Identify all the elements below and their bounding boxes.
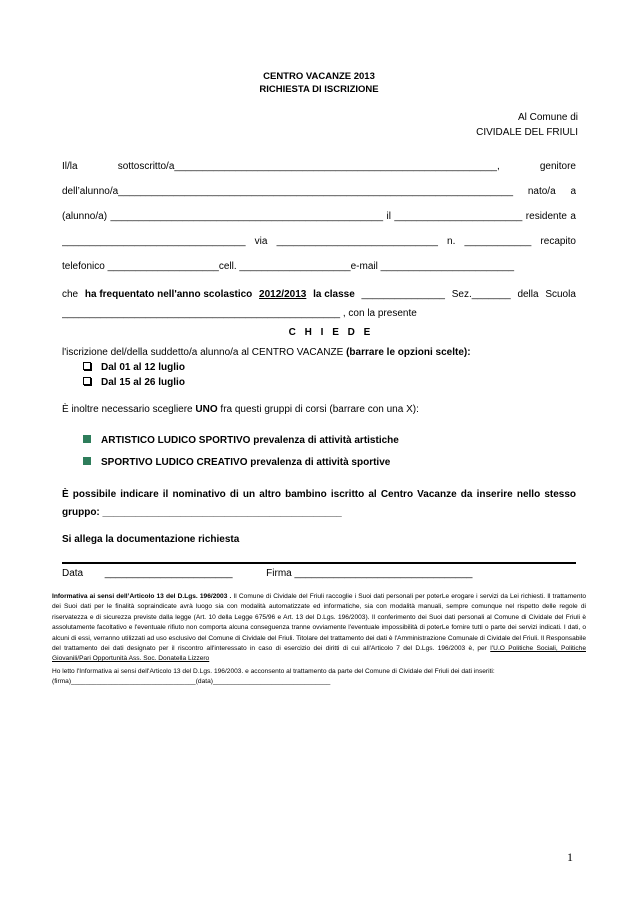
label-recapito: recapito: [540, 236, 576, 247]
square-bullet-icon[interactable]: [83, 435, 91, 443]
page-number: 1: [567, 850, 573, 864]
privacy-responsible-link: l’U.O Politiche Sociali, Politiche Giovanili/Pari Opportunità Ass. Soc. Donatella Lizzero: [52, 645, 586, 663]
option-period-1[interactable]: Dal 01 al 12 luglio: [83, 361, 185, 375]
label-alunno: (alunno/a): [62, 211, 108, 222]
divider-rule: [62, 562, 576, 564]
field-contacts[interactable]: telefonico ____________________cell. ____________________e-mail ________________________: [62, 261, 515, 272]
label-residente: residente: [525, 211, 567, 222]
field-sezione[interactable]: Sez._______: [451, 289, 511, 300]
nominativo-line-1: È possibile indicare il nominativo di un altro bambino iscritto al Centro Vacanze da inserire nello stesso: [62, 489, 576, 500]
consent-sign-fields[interactable]: (firma)__________________________________(data)________________________________: [52, 678, 331, 686]
form-row-3: [62, 210, 576, 224]
field-sottoscritto[interactable]: sottoscritto/a__________________________________________________________,: [117, 161, 500, 172]
privacy-notice: Informativa ai sensi dell’Articolo 13 del D.Lgs. 196/2003 . Il Comune di Cividale del Friuli raccoglie i Suoi dati personali per poterLe erogare i servizi da Lei richiesti. Il trattamento dei Suoi dati per le finalità sopraindicate avrà luogo sia con modalità automatizzate ed informatiche, sia con modalità manuali, sempre comunque nel rispetto delle regole di riservatezza e di sicurezza previste dalla legge (Art. 10 della Legge 675/96 e Art. 13 del D.Lgs. 196/2003). Il conferimento dei Suoi dati personali al Comune di Cividale del Friuli è assolutamente facoltativo e l'eventuale rifiuto non comporta alcuna conseguenza tranne ovviamente l'eventuale impossibilità di poterLe fornire tutti o parte dei servizi indicati. I dati, o alcuni di essi, verranno utilizzati ad uso esclusivo del Comune di Cividale del Friuli. Titolare del trattamento dei dati è l'Amministrazione Comunale di Cividale del Friuli. Il Responsabile del trattamento dei dati designato per il riscontro all'interessato in caso di esercizio dei diritti di cui all'Articolo 7 del D.Lgs. 196/2003 è, per l’U.O Politiche Sociali, Politiche Giovanili/Pari Opportunità Ass. Soc. Donatella Lizzero: [52, 593, 586, 663]
school-details: [62, 288, 576, 332]
title-line-2: RICHIESTA DI ISCRIZIONE: [259, 84, 379, 95]
field-classe[interactable]: _______________: [361, 289, 445, 300]
chiede-heading: C H I E D E: [288, 327, 374, 338]
recipient-address: [476, 110, 578, 140]
recipient-line-1: Al Comune di: [517, 112, 578, 123]
form-row-1: [62, 160, 576, 174]
label-a2: a: [570, 211, 576, 222]
form-row-7: [62, 307, 576, 321]
allega-note: Si allega la documentazione richiesta: [62, 534, 240, 545]
signature-row: [62, 567, 472, 581]
field-birthplace[interactable]: _________________________________________________: [110, 211, 384, 222]
form-row-2: [62, 185, 576, 199]
form-row-4: [62, 235, 576, 249]
field-number[interactable]: ____________: [464, 236, 532, 247]
option-group-artistico[interactable]: ARTISTICO LUDICO SPORTIVO prevalenza di attività artistiche: [83, 434, 399, 448]
document-title: [0, 70, 638, 96]
field-birthdate[interactable]: _______________________: [394, 211, 523, 222]
label-frequentato: ha frequentato nell'anno scolastico: [84, 289, 253, 300]
checkbox-icon[interactable]: [83, 377, 91, 385]
school-year: 2012/2013: [259, 289, 307, 300]
label-della: della: [517, 289, 539, 300]
label-che: che: [62, 289, 79, 300]
field-data[interactable]: _______________________: [104, 568, 233, 579]
label-data: Data: [62, 568, 84, 579]
field-alunno[interactable]: dell’alunno/a_______________________________________________________________________: [62, 186, 514, 197]
label-via: via: [254, 236, 268, 247]
privacy-consent: Ho letto l'Informativa ai sensi dell'Articolo 13 del D.Lgs. 196/2003. e acconsento al trattamento da parte del Comune di Cividale del Friuli dei dati inseriti: (firma)__________________________________(data)________________________________: [52, 667, 586, 688]
field-school-name[interactable]: __________________________________________________ , con la presente: [62, 308, 417, 319]
groups-intro: È inoltre necessario scegliere UNO fra questi gruppi di corsi (barrare con una X):: [62, 404, 419, 415]
label-nato: nato/a: [527, 186, 556, 197]
applicant-details: [62, 160, 576, 285]
form-row-6: [62, 288, 576, 302]
label-a: a: [570, 186, 576, 197]
label-classe: la classe: [313, 289, 355, 300]
label-il: il: [386, 211, 391, 222]
label-il-la: Il/la: [62, 161, 78, 172]
title-line-1: CENTRO VACANZE 2013: [263, 71, 375, 82]
field-residence[interactable]: _________________________________: [62, 236, 246, 247]
form-row-5: [62, 260, 576, 274]
label-scuola: Scuola: [545, 289, 576, 300]
nominativo-line-2[interactable]: gruppo: ___________________________________________: [62, 507, 342, 518]
label-genitore: genitore: [539, 161, 576, 172]
request-intro: l'iscrizione del/della suddetto/a alunno/a al CENTRO VACANZE (barrare le opzioni scelte):: [62, 347, 471, 358]
square-bullet-icon[interactable]: [83, 457, 91, 465]
field-firma[interactable]: Firma ________________________________: [266, 568, 473, 579]
option-period-2[interactable]: Dal 15 al 26 luglio: [83, 376, 185, 390]
checkbox-icon[interactable]: [83, 362, 91, 370]
option-group-sportivo[interactable]: SPORTIVO LUDICO CREATIVO prevalenza di attività sportive: [83, 456, 390, 470]
recipient-line-2: CIVIDALE DEL FRIULI: [476, 127, 578, 138]
label-n: n.: [447, 236, 456, 247]
field-street[interactable]: _____________________________: [276, 236, 438, 247]
